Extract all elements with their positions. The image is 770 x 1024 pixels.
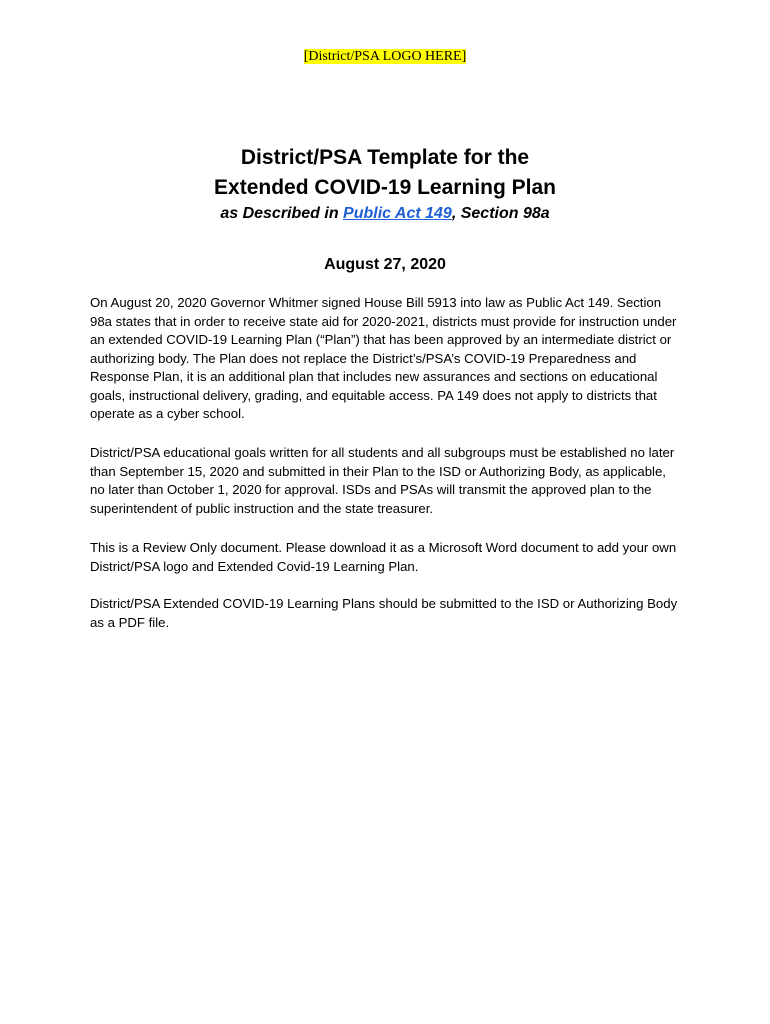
- body-paragraph-3: [90, 539, 680, 576]
- logo-placeholder: [0, 48, 770, 66]
- document-subtitle: [0, 204, 770, 224]
- body-paragraph-4: [90, 595, 680, 632]
- title-line-2: Extended COVID-19 Learning Plan: [214, 176, 556, 199]
- logo-placeholder-text: [District/PSA LOGO HERE]: [303, 49, 467, 64]
- paragraph-text: District/PSA Extended COVID-19 Learning Plans should be submitted to the ISD or Authorizing Body as a PDF file.: [90, 596, 678, 630]
- public-act-149-link[interactable]: Public Act 149: [343, 205, 452, 222]
- subtitle-suffix: , Section 98a: [451, 205, 550, 222]
- subtitle-prefix: as Described in: [220, 205, 344, 222]
- body-paragraph-2: [90, 444, 680, 518]
- document-date: August 27, 2020: [324, 256, 446, 273]
- paragraph-text: This is a Review Only document. Please download it as a Microsoft Word document to add your own District/PSA logo and Extended Covid-19 Learning Plan.: [90, 540, 677, 574]
- body-paragraph-1: [90, 294, 680, 424]
- paragraph-text: On August 20, 2020 Governor Whitmer signed House Bill 5913 into law as Public Act 149. Section 98a states that in order to receive state aid for 2020-2021, districts must provide for instruction under an extended COVID-19 Learning Plan (“Plan”) that has been approved by an intermediate district or authorizing body. The Plan does not replace the District’s/PSA’s COVID-19 Preparedness and Response Plan, it is an additional plan that includes new assurances and sections on educational goals, instructional delivery, grading, and equitable access. PA 149 does not apply to districts that operate as a cyber school.: [90, 295, 677, 421]
- document-title: [0, 143, 770, 203]
- title-line-1: District/PSA Template for the: [240, 146, 530, 169]
- paragraph-text: District/PSA educational goals written for all students and all subgroups must be established no later than September 15, 2020 and submitted in their Plan to the ISD or Authorizing Body, as applicable, no later than October 1, 2020 for approval. ISDs and PSAs will transmit the approved plan to the superintendent of public instruction and the state treasurer.: [90, 445, 675, 516]
